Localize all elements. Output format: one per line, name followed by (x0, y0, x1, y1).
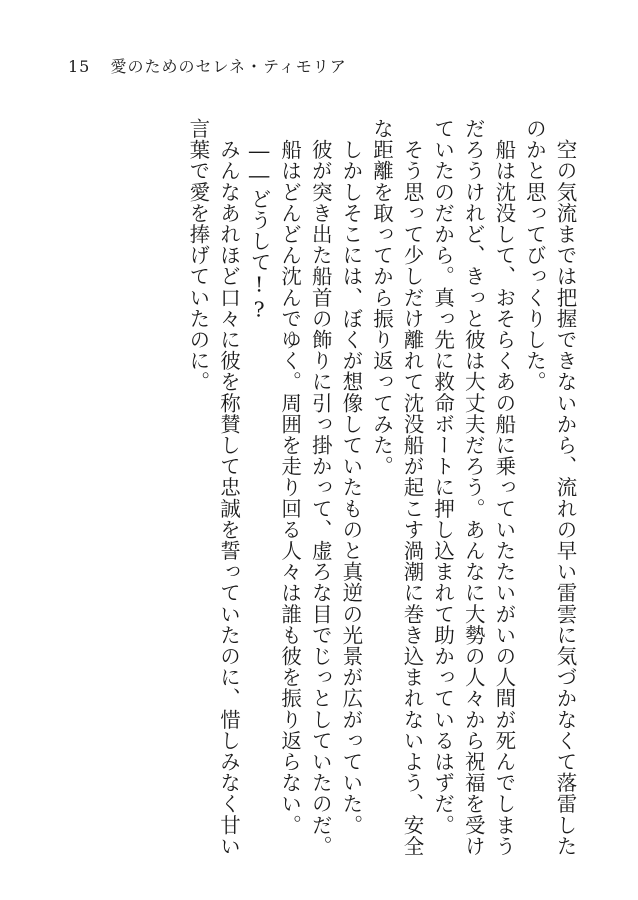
paragraph: ――どうして!? (247, 118, 272, 322)
paragraph: みんなあれほど口々に彼を称賛して忠誠を誓っていたのに、惜しみなく甘い言葉で愛を捧げていたのに。 (185, 118, 241, 857)
running-title: 愛のためのセレネ・ティモリア (110, 57, 347, 76)
paragraph: 船は沈没して、おそらくあの船に乗っていたたいがいの人間が死んでしまうだろうけれど、きっと彼は大丈夫だろう。あんなに大勢の人々から祝福を受けていたのだから。真っ先に救命ボートに押し込まれて助かっているはずだ。 (430, 118, 516, 857)
page-number: 15 (68, 57, 91, 76)
body-text (60, 118, 580, 858)
paragraph: そう思って少しだけ離れて沈没船が起こす渦潮に巻き込まれないよう、安全な距離を取ってから振り返ってみた。 (369, 118, 425, 857)
page-header (68, 54, 347, 77)
paragraph: しかしそこには、ぼくが想像していたものと真逆の光景が広がっていた。 (338, 118, 363, 836)
paragraph: 船はどんどん沈んでゆく。周囲を走り回る人々は誰も彼を振り返らない。 (277, 118, 302, 836)
paragraph: 空の気流までは把握できないから、流れの早い雷雲に気づかなくて落雷したのかと思ってびっくりした。 (522, 118, 577, 857)
paragraph: 彼が突き出た船首の飾りに引っ掛かって、虚ろな目でじっとしていたのだ。 (308, 118, 333, 857)
